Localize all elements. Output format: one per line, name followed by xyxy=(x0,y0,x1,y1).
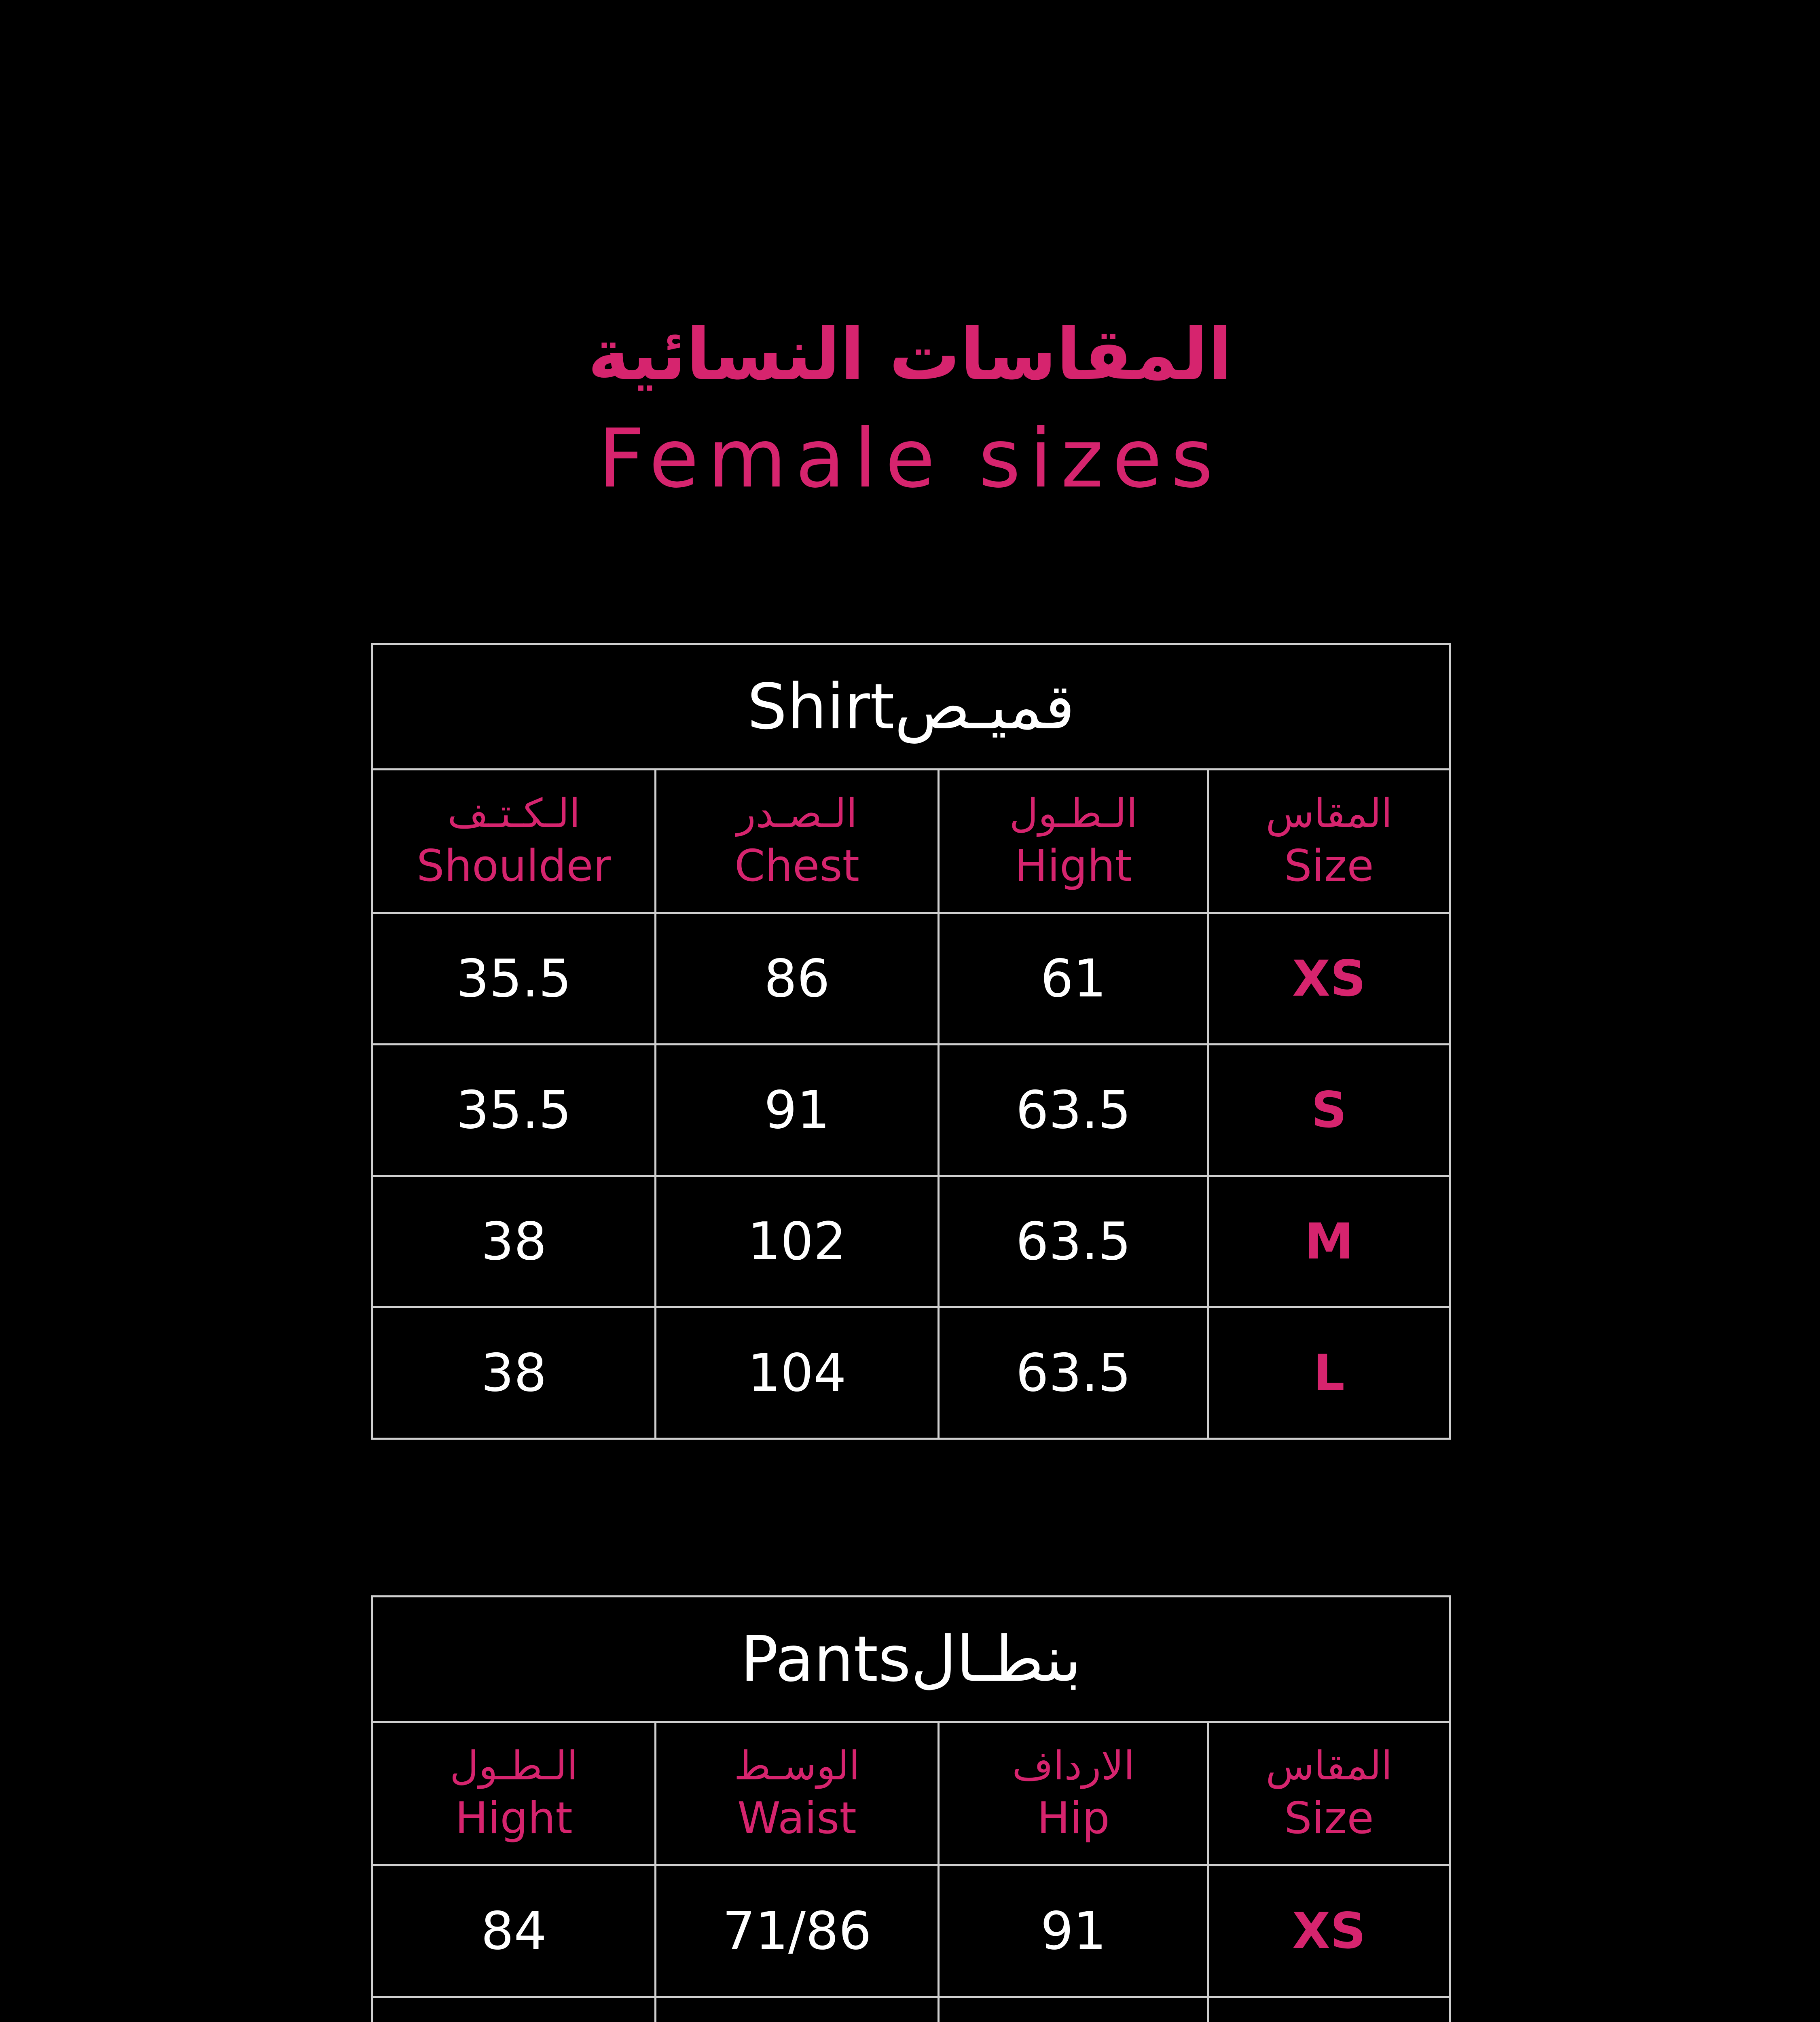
column-label-english: Size xyxy=(1284,840,1374,891)
column-label-english: Chest xyxy=(734,840,859,891)
pants-header-row xyxy=(372,1722,1450,1865)
shoulder-cell: 38 xyxy=(372,1307,656,1439)
pants-header-waist xyxy=(656,1722,939,1865)
column-label-arabic: الـكـتـف xyxy=(447,791,580,837)
shoulder-cell: 38 xyxy=(372,1176,656,1307)
pants-header-size xyxy=(1208,1722,1450,1865)
column-label-arabic: الـصـدر xyxy=(736,791,857,837)
table-row xyxy=(372,913,1450,1045)
column-label-arabic: الارداف xyxy=(1012,1743,1135,1789)
column-label-english: Hight xyxy=(1014,840,1132,891)
shirt-header-row xyxy=(372,770,1450,913)
size-cell: XS xyxy=(1208,913,1450,1045)
size-cell xyxy=(1208,1997,1450,2022)
shirt-header-size xyxy=(1208,770,1450,913)
pants-table-title-row xyxy=(372,1597,1450,1722)
hight-cell: 61 xyxy=(939,913,1208,1045)
table-row xyxy=(372,1176,1450,1307)
column-label-arabic: المقاس xyxy=(1266,791,1393,837)
pants-title-arabic: بنطـال xyxy=(910,1622,1082,1696)
table-row xyxy=(372,1307,1450,1439)
column-label-arabic: الـطـول xyxy=(1009,791,1138,837)
size-cell: S xyxy=(1208,1045,1450,1176)
chest-cell: 91 xyxy=(656,1045,939,1176)
shirt-table-title xyxy=(372,644,1450,770)
shirt-title-arabic: قميـص xyxy=(894,670,1075,743)
column-label-english: Waist xyxy=(737,1793,857,1844)
waist-cell xyxy=(656,1997,939,2022)
column-label-arabic: المقاس xyxy=(1266,1743,1393,1789)
hight-cell xyxy=(372,1997,656,2022)
page-title-english: Female sizes xyxy=(598,412,1222,506)
hight-cell: 84 xyxy=(372,1865,656,1997)
table-row xyxy=(372,1997,1450,2022)
column-label-english: Hip xyxy=(1037,1793,1110,1844)
column-label-arabic: الوسـط xyxy=(734,1743,860,1789)
column-label-arabic: الـطـول xyxy=(450,1743,578,1789)
hight-cell: 63.5 xyxy=(939,1307,1208,1439)
chest-cell: 102 xyxy=(656,1176,939,1307)
shoulder-cell: 35.5 xyxy=(372,1045,656,1176)
size-cell: L xyxy=(1208,1307,1450,1439)
hip-cell xyxy=(939,1997,1208,2022)
hip-cell: 91 xyxy=(939,1865,1208,1997)
hight-cell: 63.5 xyxy=(939,1176,1208,1307)
chest-cell: 86 xyxy=(656,913,939,1045)
pants-title-english: Pants xyxy=(740,1622,911,1696)
column-label-english: Shoulder xyxy=(417,840,611,891)
table-row xyxy=(372,1865,1450,1997)
page-title-arabic: المقاسات النسائية xyxy=(588,314,1232,396)
shirt-header-hight xyxy=(939,770,1208,913)
pants-header-hip xyxy=(939,1722,1208,1865)
shirt-header-chest xyxy=(656,770,939,913)
shirt-header-shoulder xyxy=(372,770,656,913)
column-label-english: Size xyxy=(1284,1793,1374,1844)
size-cell: XS xyxy=(1208,1865,1450,1997)
shirt-size-table xyxy=(371,643,1451,1440)
column-label-english: Hight xyxy=(455,1793,573,1844)
pants-table-title xyxy=(372,1597,1450,1722)
pants-size-table xyxy=(371,1595,1451,2022)
shirt-title-english: Shirt xyxy=(747,670,895,743)
shoulder-cell: 35.5 xyxy=(372,913,656,1045)
waist-cell: 71/86 xyxy=(656,1865,939,1997)
chest-cell: 104 xyxy=(656,1307,939,1439)
table-row xyxy=(372,1045,1450,1176)
shirt-table-title-row xyxy=(372,644,1450,770)
pants-header-hight xyxy=(372,1722,656,1865)
size-cell: M xyxy=(1208,1176,1450,1307)
hight-cell: 63.5 xyxy=(939,1045,1208,1176)
